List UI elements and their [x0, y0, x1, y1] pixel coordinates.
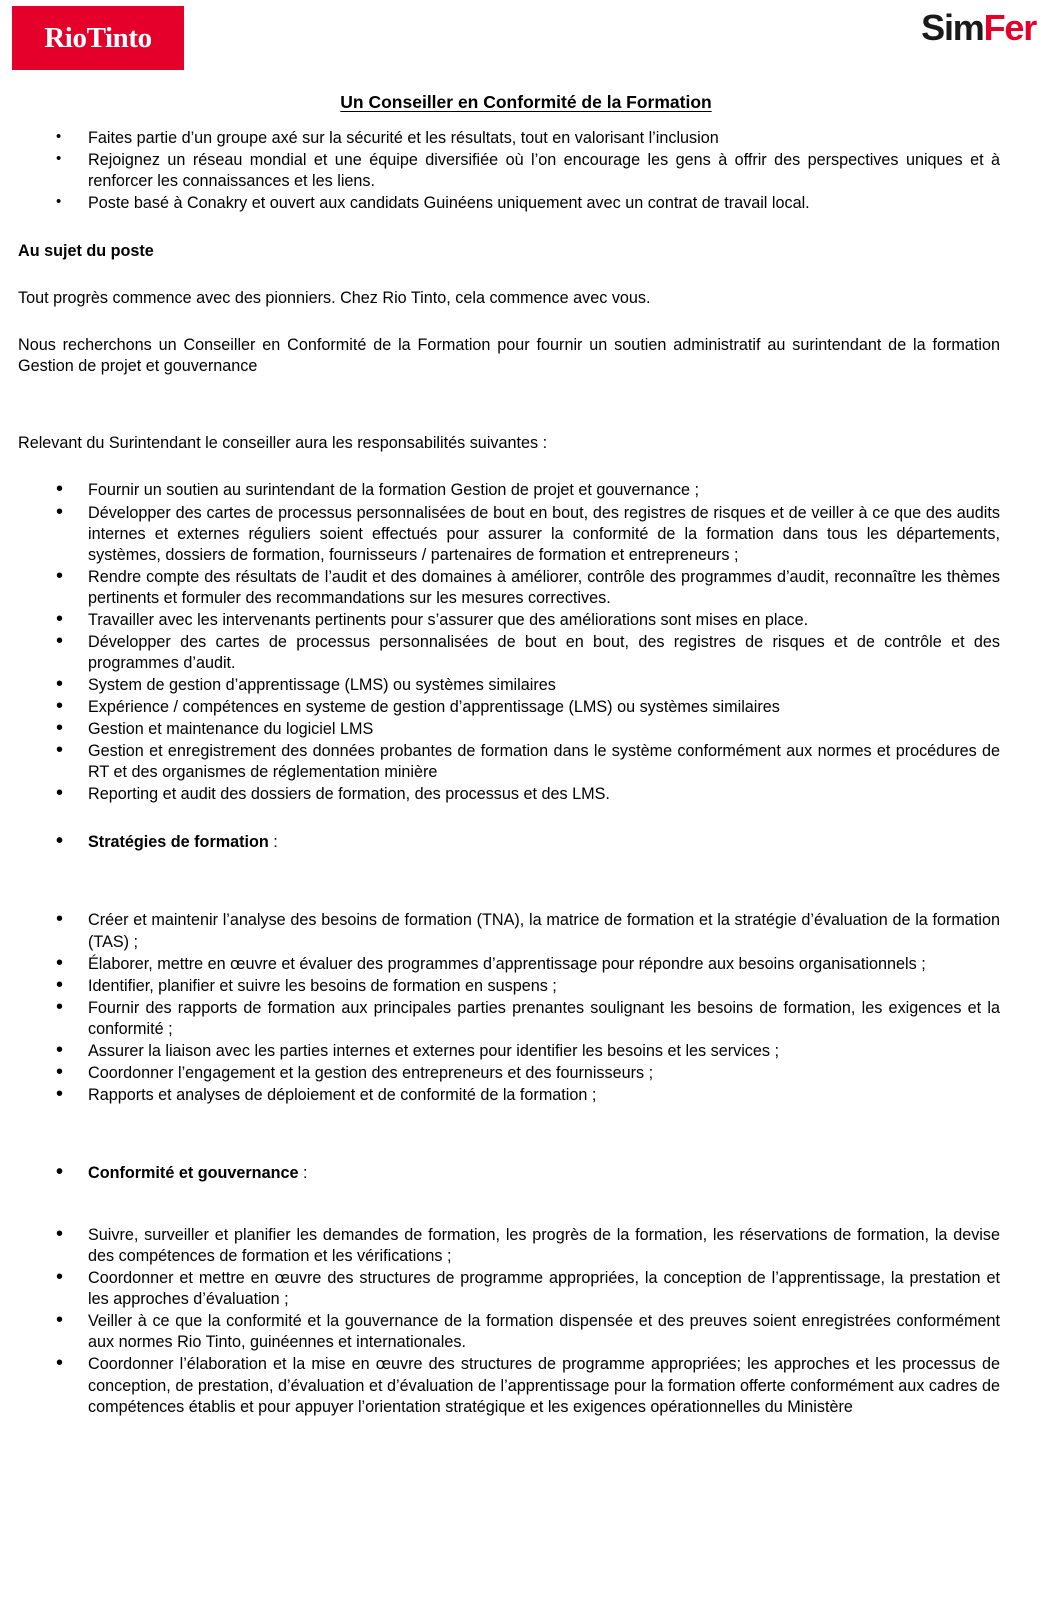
list-item: • Coordonner et mettre en œuvre des structures de programme appropriées, la conception de l’apprentissage, la prestation et les approches d’évaluation ;	[18, 1268, 1000, 1310]
section-heading-about: Au sujet du poste	[18, 242, 154, 261]
list-item: • Suivre, surveiller et planifier les demandes de formation, les progrès de la formation, les réservations de formation, la devise des compétences de formation et les vérifications ;	[18, 1225, 1000, 1267]
intro-bullet-list	[18, 128, 1000, 214]
list-item: • Élaborer, mettre en œuvre et évaluer des programmes d’apprentissage pour répondre aux besoins organisationnels ;	[18, 954, 1000, 975]
spacer	[18, 114, 1000, 128]
spacer	[18, 806, 1000, 832]
list-item: • Expérience / compétences en systeme de gestion d’apprentissage (LMS) ou systèmes similaires	[18, 697, 1000, 718]
rio-tinto-logo	[12, 6, 184, 70]
spacer	[18, 309, 1000, 335]
list-item: • Rendre compte des résultats de l’audit et des domaines à améliorer, contrôle des programmes d’audit, reconnaître les thèmes pertinents et formuler des recommandations sur les mesures correctives.	[18, 567, 1000, 609]
compliance-heading-list	[18, 1163, 1000, 1184]
rio-tinto-logo-text: RioTinto	[44, 21, 152, 54]
list-item: • Rapports et analyses de déploiement et de conformité de la formation ;	[18, 1085, 1000, 1106]
spacer	[18, 377, 1000, 433]
compliance-list	[18, 1225, 1000, 1418]
list-item: • Développer des cartes de processus personnalisées de bout en bout, des registres de risques et de contrôle et des programmes d’audit.	[18, 632, 1000, 674]
list-item: • Créer et maintenir l’analyse des besoins de formation (TNA), la matrice de formation et la stratégie d’évaluation de la formation (TAS) ;	[18, 910, 1000, 952]
strategies-list	[18, 910, 1000, 1106]
spacer	[18, 854, 1000, 910]
section-heading-compliance-colon: :	[298, 1164, 308, 1182]
simfer-logo	[921, 7, 1036, 48]
list-item: • Faites partie d’un groupe axé sur la sécurité et les résultats, tout en valorisant l’inclusion	[18, 128, 1000, 149]
list-item: • Reporting et audit des dossiers de formation, des processus et des LMS.	[18, 784, 1000, 805]
strategies-heading-list	[18, 832, 1000, 853]
list-item: • Identifier, planifier et suivre les besoins de formation en suspens ;	[18, 976, 1000, 997]
list-item: • Fournir des rapports de formation aux principales parties prenantes soulignant les besoins de formation, les exigences et la conformité ;	[18, 998, 1000, 1040]
section-heading-strategies-colon: :	[268, 833, 278, 852]
spacer	[18, 1107, 1000, 1163]
about-paragraph-2: Nous recherchons un Conseiller en Conformité de la Formation pour fournir un soutien administratif au surintendant de la formation Gestion de projet et gouvernance	[18, 336, 1000, 376]
list-item: • Poste basé à Conakry et ouvert aux candidats Guinéens uniquement avec un contrat de travail local.	[18, 193, 1000, 214]
simfer-logo-text-sim: Sim	[921, 7, 984, 48]
list-item: • Assurer la liaison avec les parties internes et externes pour identifier les besoins et les services ;	[18, 1041, 1000, 1062]
spacer	[18, 1185, 1000, 1225]
list-item: • Veiller à ce que la conformité et la gouvernance de la formation dispensée et des preuves soient enregistrées conformément aux normes Rio Tinto, guinéennes et internationales.	[18, 1311, 1000, 1353]
section-heading-strategies-label: Stratégies de formation	[88, 833, 269, 852]
list-item: • Développer des cartes de processus personnalisées de bout en bout, des registres de risques et de veiller à ce que des audits internes et externes réguliers soient effectués pour assurer la conformité de la formation dans tous les départements, systèmes, dossiers de formation, fournisseurs / partenaires de formation et entrepreneurs ;	[18, 503, 1000, 566]
list-item: • Coordonner l’élaboration et la mise en œuvre des structures de programme appropriées; les approches et les processus de conception, de prestation, d’évaluation et d’évaluation de l’apprentissage pour la formation offerte conformément aux cadres de compétences établis et pour appuyer l’orientation stratégique et les exigences opérationnelles du Ministère	[18, 1354, 1000, 1417]
list-item: • Rejoignez un réseau mondial et une équipe diversifiée où l’on encourage les gens à offrir des perspectives uniques et à renforcer les connaissances et les liens.	[18, 150, 1000, 192]
section-heading-compliance-label: Conformité et gouvernance	[88, 1164, 299, 1182]
list-item: • Travailler avec les intervenants pertinents pour s’assurer que des améliorations sont mises en place.	[18, 610, 1000, 631]
spacer	[18, 215, 1000, 241]
list-item: • Gestion et enregistrement des données probantes de formation dans le système conformément aux normes et procédures de RT et des organismes de réglementation minière	[18, 741, 1000, 783]
list-item: • Coordonner l’engagement et la gestion des entrepreneurs et des fournisseurs ;	[18, 1063, 1000, 1084]
spacer	[18, 454, 1000, 480]
document-body	[0, 114, 1052, 1418]
list-item: • Fournir un soutien au surintendant de la formation Gestion de projet et gouvernance ;	[18, 480, 1000, 501]
simfer-logo-text-fer: Fer	[983, 7, 1036, 48]
list-item: • Gestion et maintenance du logiciel LMS	[18, 719, 1000, 740]
section-heading-compliance	[18, 1163, 1000, 1184]
about-paragraph-1: Tout progrès commence avec des pionniers. Chez Rio Tinto, cela commence avec vous.	[18, 289, 651, 308]
page-title: Un Conseiller en Conformité de la Formation	[340, 92, 712, 112]
spacer	[18, 262, 1000, 288]
section-heading-strategies	[18, 832, 1000, 853]
list-item: • System de gestion d’apprentissage (LMS) ou systèmes similaires	[18, 675, 1000, 696]
about-paragraph-3: Relevant du Surintendant le conseiller aura les responsabilités suivantes :	[18, 434, 548, 453]
document-header	[0, 0, 1052, 78]
responsibilities-list	[18, 480, 1000, 805]
